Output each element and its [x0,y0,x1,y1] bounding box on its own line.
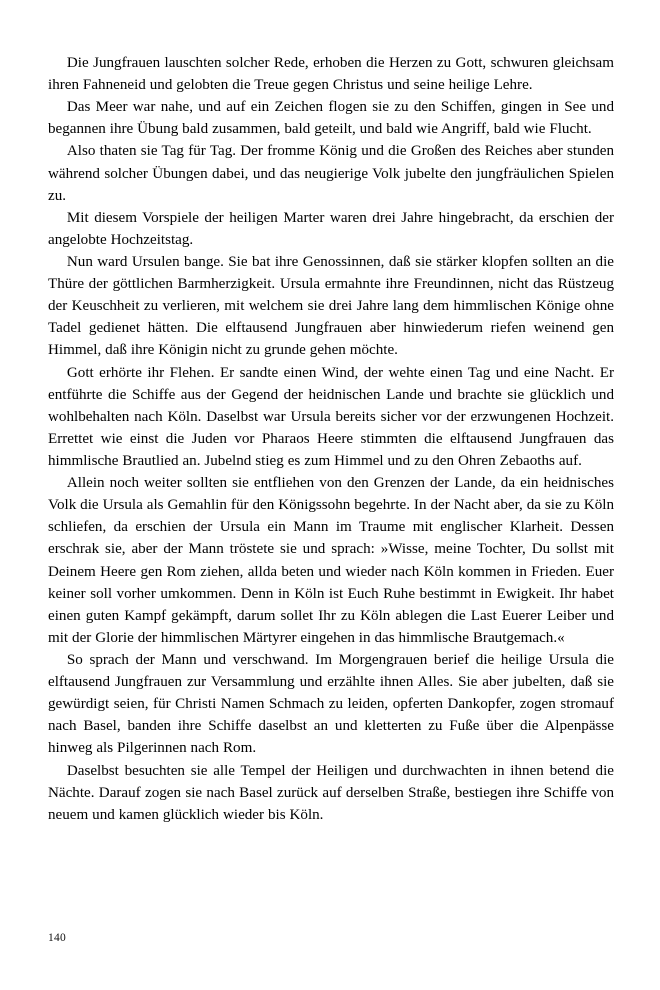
page-number: 140 [48,932,66,944]
paragraph: Also thaten sie Tag für Tag. Der fromme König und die Großen des Reiches aber stunden während solcher Übungen dabei, und das neugierige Volk jubelte den jungfräulichen Spielen zu. [48,143,614,204]
paragraph: Daselbst besuchten sie alle Tempel der Heiligen und durchwachten in ihnen betend die Nächte. Darauf zogen sie nach Basel zurück auf derselben Straße, bestiegen ihre Schiffe von neuem und kamen glücklich wieder bis Köln. [48,762,614,823]
paragraph: So sprach der Mann und verschwand. Im Morgengrauen berief die heilige Ursula die elftausend Jungfrauen zur Versammlung und erzählte ihnen Alles. Sie aber jubelten, daß sie gewürdigt seien, für Christi Namen Schmach zu leiden, opferten Dankopfer, zogen stromauf nach Basel, banden ihre Schiffe daselbst an und kletterten zu Fuße über die Alpenpässe hinweg als Pilgerinnen nach Rom. [48,651,614,757]
paragraph: Nun ward Ursulen bange. Sie bat ihre Genossinnen, daß sie stärker klopfen sollten an die Thüre der göttlichen Barmherzigkeit. Ursula ermahnte ihre Freundinnen, nicht das Rüstzeug der Keuschheit zu verlieren, mit welchem sie drei Jahre lang dem himmlischen Könige ohne Tadel gedienet hätten. Die elftausend Jungfrauen aber hinwiederum riefen weinend gen Himmel, daß ihre Königin nicht zu grunde gehen möchte. [48,253,614,359]
paragraph: Allein noch weiter sollten sie entfliehen von den Grenzen der Lande, da ein heidnisches Volk die Ursula als Gemahlin für den Königssohn begehrte. In der Nacht aber, da sie zu Köln schliefen, da erschien der Ursula ein Mann im Traume mit englischer Klarheit. Dessen erschrak sie, aber der Mann tröstete sie und sprach: »Wisse, meine Tochter, Du sollst mit Deinem Heere gen Rom ziehen, allda beten und wieder nach Köln kommen in Frieden. Euer keiner soll vorher umkommen. Denn in Köln ist Euch Ruhe bestimmt in Ewigkeit. Ihr habet einen guten Kampf gekämpft, darum sollet Ihr zu Köln ablegen die Last Euerer Leiber und mit der Glorie der himmlischen Märtyrer eingehen in das himmlische Brautgemach.« [48,475,614,646]
paragraph: Das Meer war nahe, und auf ein Zeichen flogen sie zu den Schiffen, gingen in See und begannen ihre Übung bald zusammen, bald geteilt, und bald wie Angriff, bald wie Flucht. [48,99,614,138]
body-text [48,52,614,826]
paragraph: Die Jungfrauen lauschten solcher Rede, erhoben die Herzen zu Gott, schwuren gleichsam ihren Fahneneid und gelobten die Treue gegen Christus und seine heilige Lehre. [48,55,614,94]
paragraph: Gott erhörte ihr Flehen. Er sandte einen Wind, der wehte einen Tag und eine Nacht. Er entführte die Schiffe aus der Gegend der heidnischen Lande und brachte sie glücklich und wohlbehalten nach Köln. Daselbst war Ursula bereits sicher vor der erzwungenen Hochzeit. Errettet wie einst die Juden vor Pharaos Heere stimmten die elftausend Jungfrauen das himmlische Brautlied an. Jubelnd stieg es zum Himmel und zu den Ohren Zebaoths auf. [48,364,614,469]
paragraph: Mit diesem Vorspiele der heiligen Marter waren drei Jahre hingebracht, da erschien der angelobte Hochzeitstag. [48,209,614,248]
